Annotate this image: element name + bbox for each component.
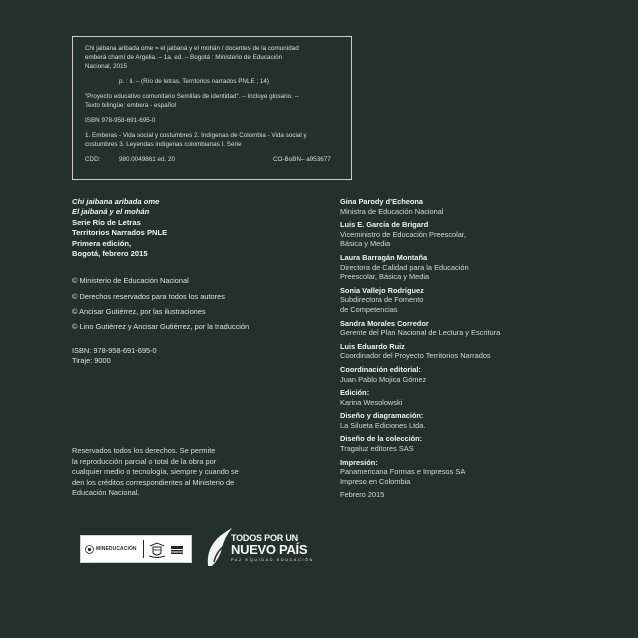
edition: Primera edición, bbox=[72, 238, 132, 248]
notice-line: la reproducción parcial o total de la obra por bbox=[72, 456, 217, 466]
notice-line: den los créditos correspondientes al Ministerio de bbox=[72, 477, 235, 487]
todos-text-block bbox=[231, 533, 314, 562]
credit-name: Diseño y diagramación: bbox=[340, 411, 424, 421]
credits-column bbox=[340, 197, 560, 500]
credit-role: Coordinador del Proyecto Territorios Narrados bbox=[340, 351, 491, 361]
credit-role: Juan Pablo Mojica Gómez bbox=[340, 374, 427, 384]
cdd-value: 980.0049861 ed. 20 bbox=[119, 156, 176, 163]
todos-line-1: TODOS POR UN bbox=[231, 533, 298, 543]
todos-line-3: PAZ EQUIDAD EDUCACIÓN bbox=[231, 558, 314, 562]
catalog-line: “Proyecto educativo comunitario Semillas de identidad”. – Incluye glosario. -- bbox=[85, 93, 299, 100]
series-name: Serie Río de Letras bbox=[72, 217, 141, 227]
mineducacion-text: MINEDUCACIÓN bbox=[96, 546, 137, 552]
credit-entry bbox=[340, 458, 560, 487]
rights-reserved-notice bbox=[72, 446, 272, 499]
copyright-line: © Ancisar Gutiérrez, por las ilustraciones bbox=[72, 306, 206, 316]
mineducacion-mark bbox=[81, 545, 143, 554]
catalog-subjects: 1. Emberas - Vida social y costumbres 2. Indígenas de Colombia - Vida social y bbox=[85, 132, 307, 139]
catalog-line: p. : il. – (Río de letras. Territorios narrados PNLE ; 14) bbox=[119, 78, 270, 85]
credit-role: Panamericana Formas e Impresos SA bbox=[340, 467, 466, 477]
credit-entry bbox=[340, 197, 560, 216]
credit-entry bbox=[340, 286, 560, 315]
catalog-line: emberá chamí de Argelia. – 1a. ed. – Bogotá : Ministerio de Educación bbox=[85, 54, 283, 61]
copyright-line: © Derechos reservados para todos los autores bbox=[72, 291, 225, 301]
credit-name: Gina Parody d’Echeona bbox=[340, 197, 423, 206]
publication-date: Febrero 2015 bbox=[340, 490, 385, 500]
credit-entry bbox=[340, 365, 560, 384]
credit-name: Impresión: bbox=[340, 457, 378, 467]
credit-role: La Silueta Ediciones Ltda. bbox=[340, 420, 426, 430]
credit-role: Básica y Media bbox=[340, 239, 391, 249]
credit-entry bbox=[340, 253, 560, 282]
credit-name: Laura Barragán Montaña bbox=[340, 252, 428, 262]
isbn-block bbox=[72, 346, 322, 366]
flag-bar-icon bbox=[170, 542, 184, 556]
catalog-codes bbox=[85, 155, 343, 165]
collection-name: Territorios Narrados PNLE bbox=[72, 228, 168, 238]
colombia-shield-icon bbox=[85, 545, 94, 554]
todos-line-2: NUEVO PAÍS bbox=[231, 542, 308, 557]
catalog-line: Chi jaibana aribada ome = el jaibaná y el mohán / docentes de la comunidad bbox=[85, 45, 299, 52]
credit-name: Sonia Vallejo Rodríguez bbox=[340, 285, 424, 295]
credit-name: Luis Eduardo Ruiz bbox=[340, 341, 405, 351]
credit-role: Karina Wesolowski bbox=[340, 397, 403, 407]
catalog-record-box bbox=[72, 36, 352, 180]
mineducacion-logo bbox=[80, 535, 192, 563]
cdd-label: CDD: bbox=[85, 156, 101, 163]
credit-name: Diseño de la colección: bbox=[340, 434, 423, 444]
left-column bbox=[72, 197, 322, 366]
print-run: Tiraje: 9000 bbox=[72, 356, 111, 366]
todos-por-un-nuevo-pais-logo bbox=[204, 526, 314, 570]
book-title-block bbox=[72, 197, 322, 259]
credit-role: Impreso en Colombia bbox=[340, 476, 411, 486]
book-subtitle: El jaibaná y el mohán bbox=[72, 207, 150, 217]
control-number: CO-BoBN– a953677 bbox=[273, 156, 331, 163]
logo-divider bbox=[143, 540, 144, 558]
credit-entry bbox=[340, 388, 560, 407]
catalog-line: Nacional, 2015 bbox=[85, 63, 128, 70]
catalog-subjects: costumbres 3. Leyendas indígenas colombianas I. Serie bbox=[85, 141, 242, 148]
credit-role: Directora de Calidad para la Educación bbox=[340, 262, 469, 272]
credit-entry bbox=[340, 411, 560, 430]
credit-role: Ministra de Educación Nacional bbox=[340, 206, 444, 216]
copyright-list bbox=[72, 273, 322, 334]
credit-name: Luis E. García de Brigard bbox=[340, 220, 429, 230]
isbn: ISBN: 978-958-691-695-0 bbox=[72, 346, 157, 356]
credit-role: Preescolar, Básica y Media bbox=[340, 272, 430, 282]
credit-role: de Competencias bbox=[340, 304, 398, 314]
copyright-line: © Ministerio de Educación Nacional bbox=[72, 276, 189, 286]
dove-swoosh-icon bbox=[204, 526, 234, 570]
notice-line: Educación Nacional. bbox=[72, 488, 140, 498]
credit-entry bbox=[340, 319, 560, 338]
notice-line: Reservados todos los derechos. Se permite bbox=[72, 446, 216, 455]
coat-of-arms-icon bbox=[146, 538, 168, 560]
credit-role: Tragaluz editores SAS bbox=[340, 444, 414, 454]
catalog-isbn: ISBN 978-958-691-695-0 bbox=[85, 117, 156, 124]
notice-line: cualquier medio o tecnología, siempre y cuando se bbox=[72, 467, 239, 477]
credit-entry bbox=[340, 342, 560, 361]
credit-entry bbox=[340, 220, 560, 249]
credit-role: Subdirectora de Fomento bbox=[340, 295, 424, 305]
credit-name: Coordinación editorial: bbox=[340, 364, 421, 374]
book-title: Chi jaibana aribada ome bbox=[72, 197, 160, 206]
credit-role: Gerente del Plan Nacional de Lectura y Escritura bbox=[340, 328, 501, 338]
copyright-line: © Lino Gutiérrez y Ancisar Gutiérrez, por la traducción bbox=[72, 322, 250, 332]
credit-role: Viceministro de Educación Preescolar, bbox=[340, 229, 466, 239]
catalog-line: Texto bilingüe: embera - español bbox=[85, 102, 177, 109]
place-date: Bogotá, febrero 2015 bbox=[72, 249, 148, 259]
credit-entry bbox=[340, 434, 560, 453]
credit-name: Edición: bbox=[340, 388, 370, 398]
credit-name: Sandra Morales Corredor bbox=[340, 318, 429, 328]
